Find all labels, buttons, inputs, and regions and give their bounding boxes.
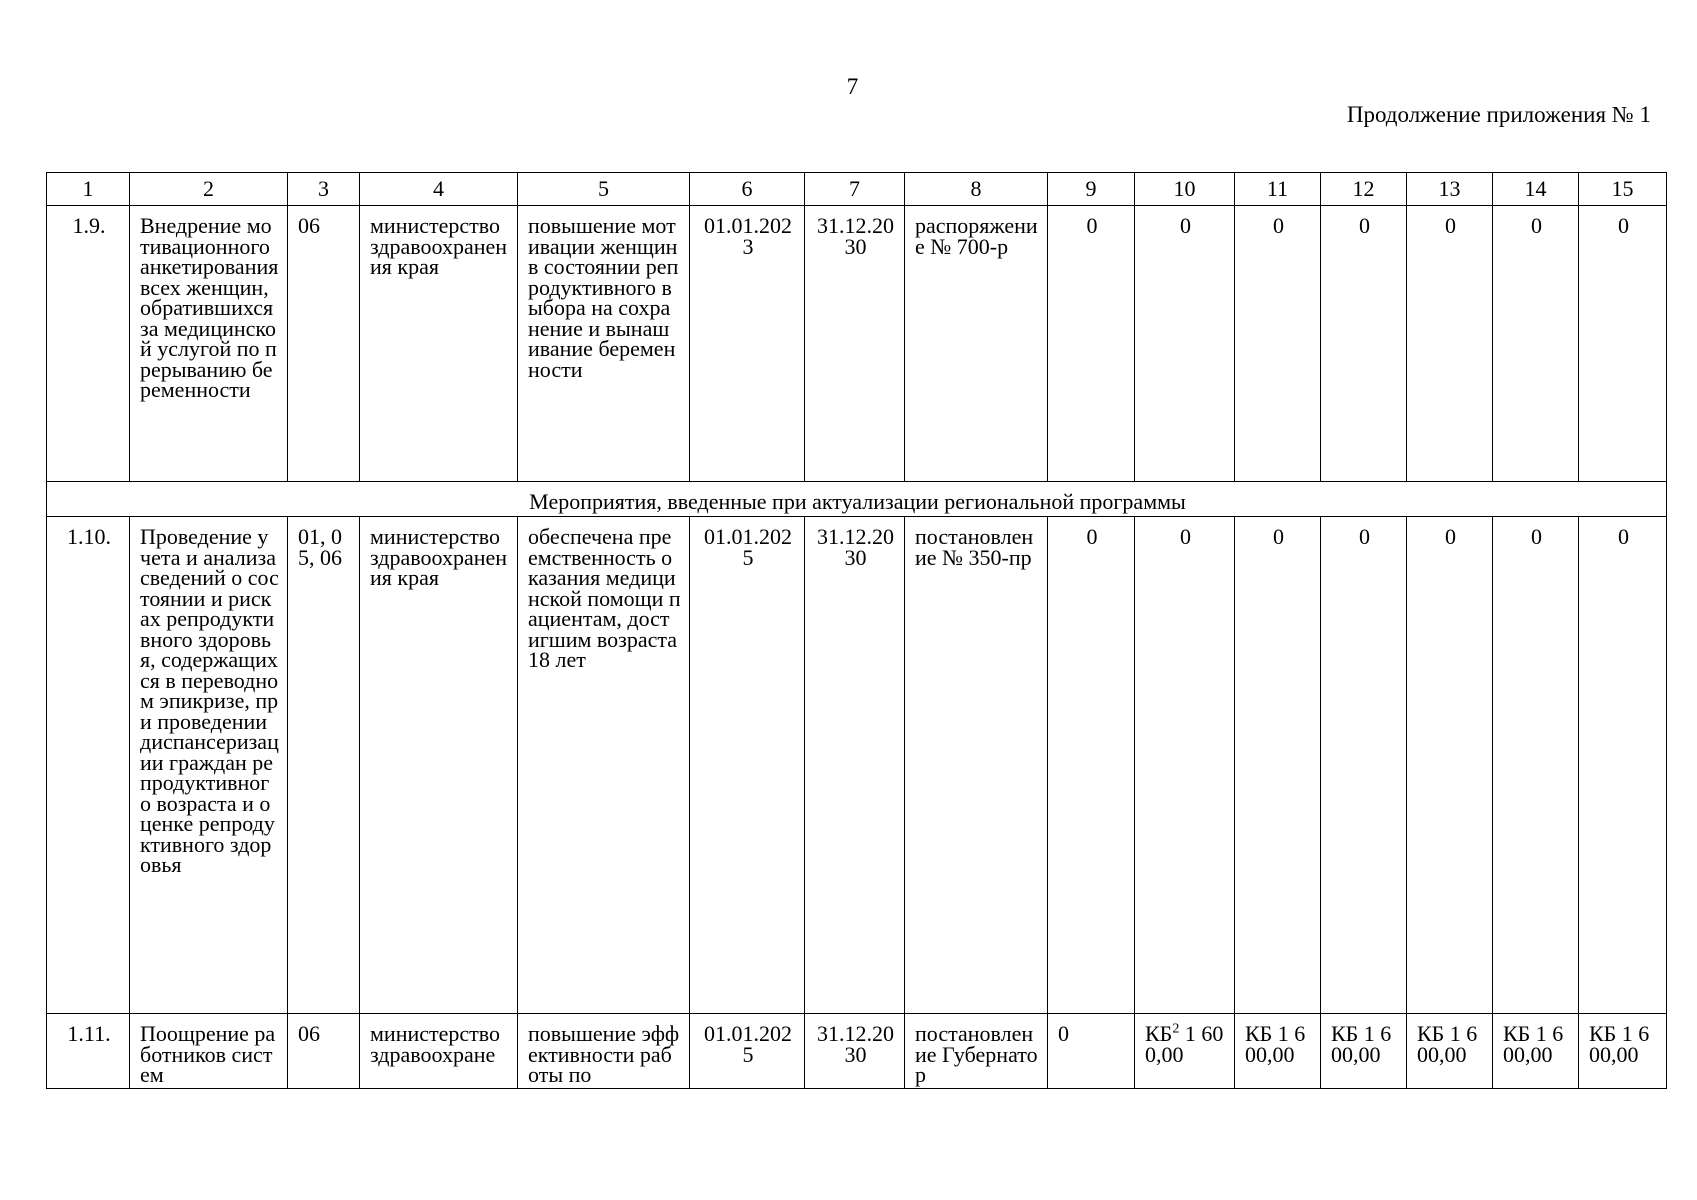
value-cell: 0 bbox=[1235, 206, 1321, 482]
end-date: 31.12.2030 bbox=[805, 206, 905, 482]
value-cell: 0 bbox=[1135, 517, 1235, 1014]
row-number: 1.9. bbox=[47, 206, 130, 482]
value-cell: 0 bbox=[1048, 517, 1135, 1014]
budget-amount: 1 600,00 bbox=[1145, 1021, 1224, 1067]
column-number: 9 bbox=[1048, 173, 1135, 206]
start-date: 01.01.2023 bbox=[690, 206, 805, 482]
budget-label: КБ bbox=[1145, 1021, 1173, 1046]
document-cell: постановление № 350-пр bbox=[905, 517, 1048, 1014]
code-cell: 06 bbox=[288, 1014, 360, 1089]
page-number: 7 bbox=[846, 74, 859, 99]
document-cell: постановление Губернатор bbox=[905, 1014, 1048, 1089]
value-cell: КБ 1 600,00 bbox=[1235, 1014, 1321, 1089]
measure-name: Внедрение мотивационного анкетирования всех женщин, обратившихся за медицинской услугой по прерыванию беременности bbox=[130, 206, 288, 482]
footnote-mark: 2 bbox=[1172, 1021, 1180, 1037]
value-cell: 0 bbox=[1235, 517, 1321, 1014]
value-cell bbox=[1135, 1014, 1235, 1089]
value-cell: 0 bbox=[1321, 206, 1407, 482]
column-number-row bbox=[47, 173, 1667, 206]
value-cell: 0 bbox=[1135, 206, 1235, 482]
value-cell: 0 bbox=[1493, 206, 1579, 482]
value-cell: КБ 1 600,00 bbox=[1493, 1014, 1579, 1089]
value-cell: 0 bbox=[1579, 517, 1667, 1014]
result-cell: обеспечена преемственность оказания медицинской помощи пациентам, достигшим возраста 18 лет bbox=[518, 517, 690, 1014]
column-number: 6 bbox=[690, 173, 805, 206]
column-number: 7 bbox=[805, 173, 905, 206]
program-table bbox=[46, 172, 1667, 1089]
start-date: 01.01.2025 bbox=[690, 1014, 805, 1089]
value-cell: КБ 1 600,00 bbox=[1321, 1014, 1407, 1089]
column-number: 3 bbox=[288, 173, 360, 206]
table-row bbox=[47, 1014, 1667, 1089]
value-cell: 0 bbox=[1493, 517, 1579, 1014]
executor-cell: министерство здравоохранения края bbox=[360, 517, 518, 1014]
end-date: 31.12.2030 bbox=[805, 1014, 905, 1089]
value-cell: 0 bbox=[1579, 206, 1667, 482]
result-cell: повышение мотивации женщин в состоянии репродуктивного выбора на сохранение и вынашивание беременности bbox=[518, 206, 690, 482]
code-cell: 06 bbox=[288, 206, 360, 482]
column-number: 12 bbox=[1321, 173, 1407, 206]
column-number: 1 bbox=[47, 173, 130, 206]
value-cell: 0 bbox=[1321, 517, 1407, 1014]
appendix-note: Продолжение приложения № 1 bbox=[1346, 102, 1651, 127]
column-number: 5 bbox=[518, 173, 690, 206]
result-cell: повышение эффективности работы по bbox=[518, 1014, 690, 1089]
column-number: 14 bbox=[1493, 173, 1579, 206]
end-date: 31.12.2030 bbox=[805, 517, 905, 1014]
column-number: 10 bbox=[1135, 173, 1235, 206]
column-number: 2 bbox=[130, 173, 288, 206]
value-cell: 0 bbox=[1048, 206, 1135, 482]
column-number: 15 bbox=[1579, 173, 1667, 206]
value-cell: 0 bbox=[1407, 206, 1493, 482]
row-number: 1.11. bbox=[47, 1014, 130, 1089]
measure-name: Поощрение работников систем bbox=[130, 1014, 288, 1089]
value-cell: КБ 1 600,00 bbox=[1579, 1014, 1667, 1089]
column-number: 11 bbox=[1235, 173, 1321, 206]
section-row bbox=[47, 482, 1667, 517]
value-cell: КБ 1 600,00 bbox=[1407, 1014, 1493, 1089]
code-cell: 01, 05, 06 bbox=[288, 517, 360, 1014]
value-cell: 0 bbox=[1048, 1014, 1135, 1089]
executor-cell: министерство здравоохранения края bbox=[360, 206, 518, 482]
column-number: 8 bbox=[905, 173, 1048, 206]
column-number: 13 bbox=[1407, 173, 1493, 206]
measure-name: Проведение учета и анализа сведений о состоянии и рисках репродуктивного здоровья, содержащихся в переводном эпикризе, при проведении диспансеризации граждан репродуктивного возраста и оценке репродуктивного здоровья bbox=[130, 517, 288, 1014]
column-number: 4 bbox=[360, 173, 518, 206]
document-cell: распоряжение № 700-р bbox=[905, 206, 1048, 482]
value-cell: 0 bbox=[1407, 517, 1493, 1014]
table-row bbox=[47, 206, 1667, 482]
table-row bbox=[47, 517, 1667, 1014]
row-number: 1.10. bbox=[47, 517, 130, 1014]
section-title: Мероприятия, введенные при актуализации региональной программы bbox=[47, 482, 1667, 517]
executor-cell: министерство здравоохране bbox=[360, 1014, 518, 1089]
start-date: 01.01.2025 bbox=[690, 517, 805, 1014]
